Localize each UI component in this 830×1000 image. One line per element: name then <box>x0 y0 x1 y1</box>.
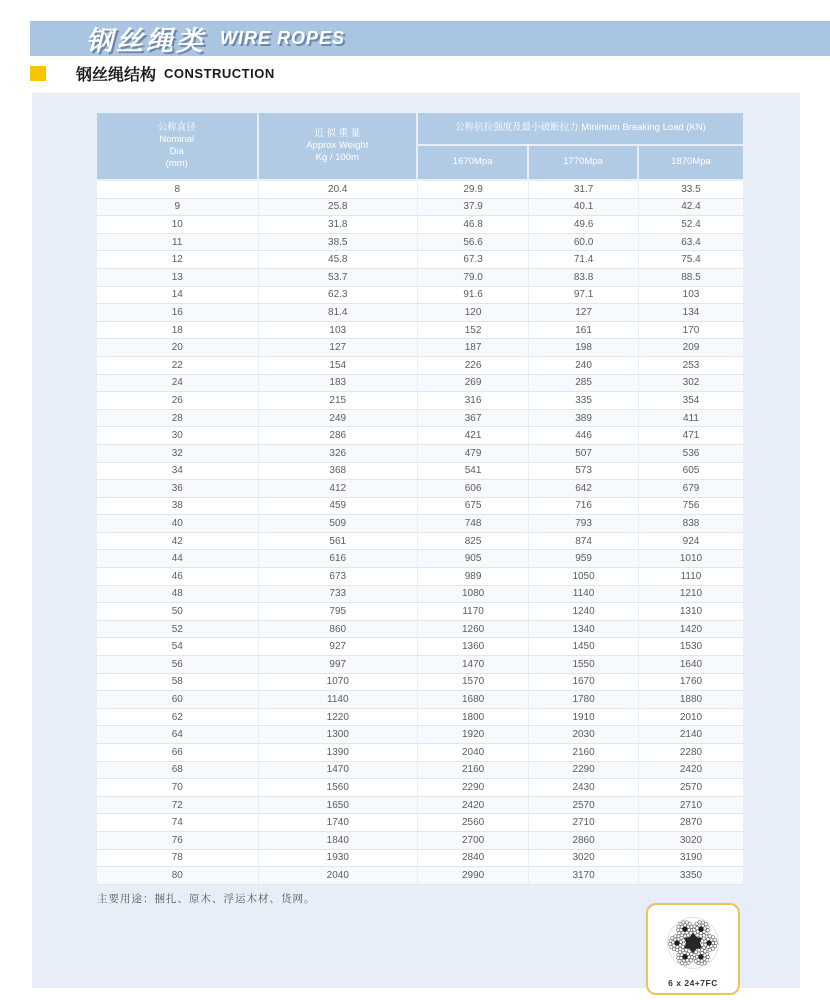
table-cell: 2700 <box>418 832 529 850</box>
table-cell: 3020 <box>639 832 743 850</box>
table-cell: 75.4 <box>639 251 743 269</box>
table-cell: 56 <box>97 656 259 674</box>
table-cell: 103 <box>259 322 419 340</box>
table-cell: 62.3 <box>259 287 419 305</box>
table-cell: 1170 <box>418 603 529 621</box>
header-1870mpa: 1870Mpa <box>639 146 743 181</box>
table-cell: 2140 <box>639 726 743 744</box>
table-cell: 56.6 <box>418 234 529 252</box>
table-row <box>97 691 743 709</box>
table-cell: 795 <box>259 603 419 621</box>
table-cell: 1300 <box>259 726 419 744</box>
table-cell: 2570 <box>529 797 639 815</box>
table-cell: 13 <box>97 269 259 287</box>
table-cell: 1530 <box>639 638 743 656</box>
table-cell: 3170 <box>529 867 639 885</box>
table-row <box>97 533 743 551</box>
table-cell: 3190 <box>639 850 743 868</box>
table-cell: 1390 <box>259 744 419 762</box>
table-row <box>97 709 743 727</box>
table-row <box>97 850 743 868</box>
table-row <box>97 638 743 656</box>
table-cell: 2160 <box>529 744 639 762</box>
table-cell: 187 <box>418 339 529 357</box>
table-cell: 38 <box>97 498 259 516</box>
table-cell: 1680 <box>418 691 529 709</box>
table-cell: 561 <box>259 533 419 551</box>
table-row <box>97 797 743 815</box>
table-cell: 1670 <box>529 674 639 692</box>
section-title-zh: 钢丝绳结构 <box>76 66 157 84</box>
table-cell: 446 <box>529 427 639 445</box>
table-cell: 825 <box>418 533 529 551</box>
table-cell: 679 <box>639 480 743 498</box>
table-cell: 42 <box>97 533 259 551</box>
table-cell: 2040 <box>418 744 529 762</box>
table-cell: 183 <box>259 375 419 393</box>
table-cell: 240 <box>529 357 639 375</box>
table-cell: 2560 <box>418 814 529 832</box>
table-cell: 29.9 <box>418 181 529 199</box>
table-row <box>97 814 743 832</box>
table-cell: 285 <box>529 375 639 393</box>
table-row <box>97 304 743 322</box>
table-row <box>97 744 743 762</box>
table-cell: 675 <box>418 498 529 516</box>
section-title-en: CONSTRUCTION <box>164 65 275 81</box>
table-cell: 46 <box>97 568 259 586</box>
table-cell: 60 <box>97 691 259 709</box>
rope-diagram-icon <box>659 908 727 978</box>
table-cell: 66 <box>97 744 259 762</box>
table-cell: 215 <box>259 392 419 410</box>
table-row <box>97 392 743 410</box>
table-cell: 1220 <box>259 709 419 727</box>
table-cell: 32 <box>97 445 259 463</box>
table-cell: 46.8 <box>418 216 529 234</box>
table-header <box>97 113 743 181</box>
table-cell: 2010 <box>639 709 743 727</box>
table-cell: 2420 <box>418 797 529 815</box>
table-row <box>97 410 743 428</box>
table-cell: 989 <box>418 568 529 586</box>
table-cell: 1840 <box>259 832 419 850</box>
table-cell: 1110 <box>639 568 743 586</box>
table-row <box>97 621 743 639</box>
table-cell: 58 <box>97 674 259 692</box>
table-row <box>97 867 743 885</box>
table-row <box>97 779 743 797</box>
table-cell: 2160 <box>418 762 529 780</box>
table-cell: 1560 <box>259 779 419 797</box>
table-cell: 326 <box>259 445 419 463</box>
table-cell: 733 <box>259 586 419 604</box>
table-cell: 2290 <box>418 779 529 797</box>
table-cell: 25.8 <box>259 199 419 217</box>
table-cell: 1910 <box>529 709 639 727</box>
table-cell: 44 <box>97 550 259 568</box>
table-cell: 154 <box>259 357 419 375</box>
table-cell: 60.0 <box>529 234 639 252</box>
table-cell: 24 <box>97 375 259 393</box>
table-cell: 471 <box>639 427 743 445</box>
table-cell: 302 <box>639 375 743 393</box>
table-cell: 81.4 <box>259 304 419 322</box>
table-cell: 507 <box>529 445 639 463</box>
header-1770mpa: 1770Mpa <box>529 146 639 181</box>
table-row <box>97 322 743 340</box>
table-cell: 536 <box>639 445 743 463</box>
table-cell: 1140 <box>259 691 419 709</box>
header-nominal-dia: 公称直径 Nominal Dia (mm) <box>97 113 259 181</box>
table-cell: 64 <box>97 726 259 744</box>
table-cell: 1360 <box>418 638 529 656</box>
table-row <box>97 375 743 393</box>
table-cell: 2040 <box>259 867 419 885</box>
table-cell: 36 <box>97 480 259 498</box>
table-cell: 2710 <box>639 797 743 815</box>
yellow-bullet-icon <box>30 66 46 81</box>
table-cell: 62 <box>97 709 259 727</box>
table-cell: 253 <box>639 357 743 375</box>
table-row <box>97 515 743 533</box>
table-cell: 793 <box>529 515 639 533</box>
table-cell: 26 <box>97 392 259 410</box>
table-cell: 642 <box>529 480 639 498</box>
table-row <box>97 181 743 199</box>
table-cell: 12 <box>97 251 259 269</box>
table-cell: 40.1 <box>529 199 639 217</box>
table-cell: 2290 <box>529 762 639 780</box>
table-cell: 97.1 <box>529 287 639 305</box>
banner-title-zh: 钢丝绳类 <box>86 26 206 56</box>
table-cell: 959 <box>529 550 639 568</box>
table-cell: 1570 <box>418 674 529 692</box>
table-row <box>97 216 743 234</box>
table-cell: 874 <box>529 533 639 551</box>
table-cell: 389 <box>529 410 639 428</box>
table-cell: 1050 <box>529 568 639 586</box>
table-cell: 1070 <box>259 674 419 692</box>
table-cell: 1760 <box>639 674 743 692</box>
table-row <box>97 726 743 744</box>
table-body <box>97 181 743 885</box>
table-cell: 860 <box>259 621 419 639</box>
table-cell: 2570 <box>639 779 743 797</box>
table-cell: 716 <box>529 498 639 516</box>
table-row <box>97 234 743 252</box>
table-cell: 249 <box>259 410 419 428</box>
table-cell: 10 <box>97 216 259 234</box>
table-cell: 927 <box>259 638 419 656</box>
table-cell: 161 <box>529 322 639 340</box>
table-cell: 606 <box>418 480 529 498</box>
table-row <box>97 762 743 780</box>
banner-title-en: WIRE ROPES <box>220 28 346 48</box>
table-cell: 48 <box>97 586 259 604</box>
table-cell: 479 <box>418 445 529 463</box>
table-row <box>97 498 743 516</box>
table-row <box>97 199 743 217</box>
usage-note: 主要用途：捆扎、原木、浮运木材、货网。 <box>97 893 316 905</box>
table-cell: 2710 <box>529 814 639 832</box>
table-cell: 286 <box>259 427 419 445</box>
table-cell: 11 <box>97 234 259 252</box>
table-row <box>97 656 743 674</box>
table-cell: 2990 <box>418 867 529 885</box>
table-cell: 354 <box>639 392 743 410</box>
table-cell: 31.8 <box>259 216 419 234</box>
table-cell: 509 <box>259 515 419 533</box>
table-row <box>97 586 743 604</box>
content-panel <box>32 93 800 988</box>
table-cell: 1800 <box>418 709 529 727</box>
table-cell: 31.7 <box>529 181 639 199</box>
table-cell: 1420 <box>639 621 743 639</box>
table-cell: 33.5 <box>639 181 743 199</box>
table-cell: 924 <box>639 533 743 551</box>
table-cell: 2030 <box>529 726 639 744</box>
table-cell: 80 <box>97 867 259 885</box>
header-approx-weight: 近 似 重 量 Approx Weight Kg / 100m <box>259 113 419 181</box>
table-cell: 2870 <box>639 814 743 832</box>
table-cell: 209 <box>639 339 743 357</box>
table-cell: 335 <box>529 392 639 410</box>
table-cell: 269 <box>418 375 529 393</box>
table-cell: 76 <box>97 832 259 850</box>
table-row <box>97 287 743 305</box>
table-cell: 78 <box>97 850 259 868</box>
table-cell: 30 <box>97 427 259 445</box>
table-cell: 412 <box>259 480 419 498</box>
table-cell: 997 <box>259 656 419 674</box>
table-row <box>97 463 743 481</box>
table-cell: 316 <box>418 392 529 410</box>
table-cell: 838 <box>639 515 743 533</box>
table-cell: 1930 <box>259 850 419 868</box>
table-cell: 2840 <box>418 850 529 868</box>
table-cell: 9 <box>97 199 259 217</box>
table-cell: 152 <box>418 322 529 340</box>
table-cell: 1140 <box>529 586 639 604</box>
table-cell: 1550 <box>529 656 639 674</box>
table-cell: 3020 <box>529 850 639 868</box>
table-cell: 1340 <box>529 621 639 639</box>
table-cell: 1260 <box>418 621 529 639</box>
table-cell: 16 <box>97 304 259 322</box>
table-cell: 83.8 <box>529 269 639 287</box>
table-cell: 91.6 <box>418 287 529 305</box>
table-cell: 22 <box>97 357 259 375</box>
table-cell: 8 <box>97 181 259 199</box>
table-cell: 34 <box>97 463 259 481</box>
table-cell: 37.9 <box>418 199 529 217</box>
table-cell: 541 <box>418 463 529 481</box>
table-cell: 3350 <box>639 867 743 885</box>
table-cell: 411 <box>639 410 743 428</box>
table-cell: 1650 <box>259 797 419 815</box>
table-cell: 2420 <box>639 762 743 780</box>
table-cell: 103 <box>639 287 743 305</box>
table-cell: 605 <box>639 463 743 481</box>
table-cell: 905 <box>418 550 529 568</box>
table-cell: 52 <box>97 621 259 639</box>
table-cell: 120 <box>418 304 529 322</box>
table-cell: 52.4 <box>639 216 743 234</box>
table-cell: 88.5 <box>639 269 743 287</box>
table-cell: 421 <box>418 427 529 445</box>
rope-cross-section <box>646 903 740 995</box>
table-cell: 616 <box>259 550 419 568</box>
table-cell: 673 <box>259 568 419 586</box>
table-row <box>97 445 743 463</box>
table-row <box>97 339 743 357</box>
table-cell: 74 <box>97 814 259 832</box>
table-cell: 70 <box>97 779 259 797</box>
table-cell: 1780 <box>529 691 639 709</box>
table-cell: 40 <box>97 515 259 533</box>
table-cell: 1880 <box>639 691 743 709</box>
page-banner <box>30 21 830 56</box>
table-cell: 42.4 <box>639 199 743 217</box>
table-cell: 170 <box>639 322 743 340</box>
table-cell: 1740 <box>259 814 419 832</box>
rope-construction-label: 6 x 24+7FC <box>668 978 718 988</box>
table-cell: 1920 <box>418 726 529 744</box>
table-cell: 127 <box>529 304 639 322</box>
table-cell: 1080 <box>418 586 529 604</box>
table-row <box>97 550 743 568</box>
table-cell: 1450 <box>529 638 639 656</box>
table-cell: 18 <box>97 322 259 340</box>
header-breaking-load-group: 公称抗拉强度及最小破断拉力 Minimum Breaking Load (KN) <box>418 113 743 146</box>
table-cell: 226 <box>418 357 529 375</box>
table-cell: 50 <box>97 603 259 621</box>
table-cell: 20 <box>97 339 259 357</box>
table-cell: 1640 <box>639 656 743 674</box>
table-cell: 1240 <box>529 603 639 621</box>
table-cell: 14 <box>97 287 259 305</box>
table-cell: 72 <box>97 797 259 815</box>
table-cell: 573 <box>529 463 639 481</box>
table-cell: 45.8 <box>259 251 419 269</box>
table-cell: 79.0 <box>418 269 529 287</box>
table-row <box>97 674 743 692</box>
table-row <box>97 251 743 269</box>
section-heading <box>30 63 275 83</box>
table-cell: 367 <box>418 410 529 428</box>
table-cell: 63.4 <box>639 234 743 252</box>
table-cell: 134 <box>639 304 743 322</box>
table-cell: 54 <box>97 638 259 656</box>
table-cell: 1310 <box>639 603 743 621</box>
table-cell: 38.5 <box>259 234 419 252</box>
table-cell: 2860 <box>529 832 639 850</box>
table-cell: 20.4 <box>259 181 419 199</box>
table-row <box>97 480 743 498</box>
table-cell: 1210 <box>639 586 743 604</box>
table-cell: 53.7 <box>259 269 419 287</box>
table-cell: 368 <box>259 463 419 481</box>
table-cell: 756 <box>639 498 743 516</box>
table-row <box>97 427 743 445</box>
table-cell: 2280 <box>639 744 743 762</box>
spec-table <box>97 113 743 885</box>
table-cell: 28 <box>97 410 259 428</box>
table-row <box>97 603 743 621</box>
table-cell: 1470 <box>418 656 529 674</box>
table-cell: 1010 <box>639 550 743 568</box>
table-cell: 1470 <box>259 762 419 780</box>
table-cell: 71.4 <box>529 251 639 269</box>
table-cell: 49.6 <box>529 216 639 234</box>
table-row <box>97 832 743 850</box>
table-row <box>97 357 743 375</box>
table-cell: 198 <box>529 339 639 357</box>
table-cell: 2430 <box>529 779 639 797</box>
table-row <box>97 269 743 287</box>
table-cell: 68 <box>97 762 259 780</box>
table-cell: 127 <box>259 339 419 357</box>
table-cell: 748 <box>418 515 529 533</box>
table-cell: 459 <box>259 498 419 516</box>
table-cell: 67.3 <box>418 251 529 269</box>
header-1670mpa: 1670Mpa <box>418 146 529 181</box>
table-row <box>97 568 743 586</box>
